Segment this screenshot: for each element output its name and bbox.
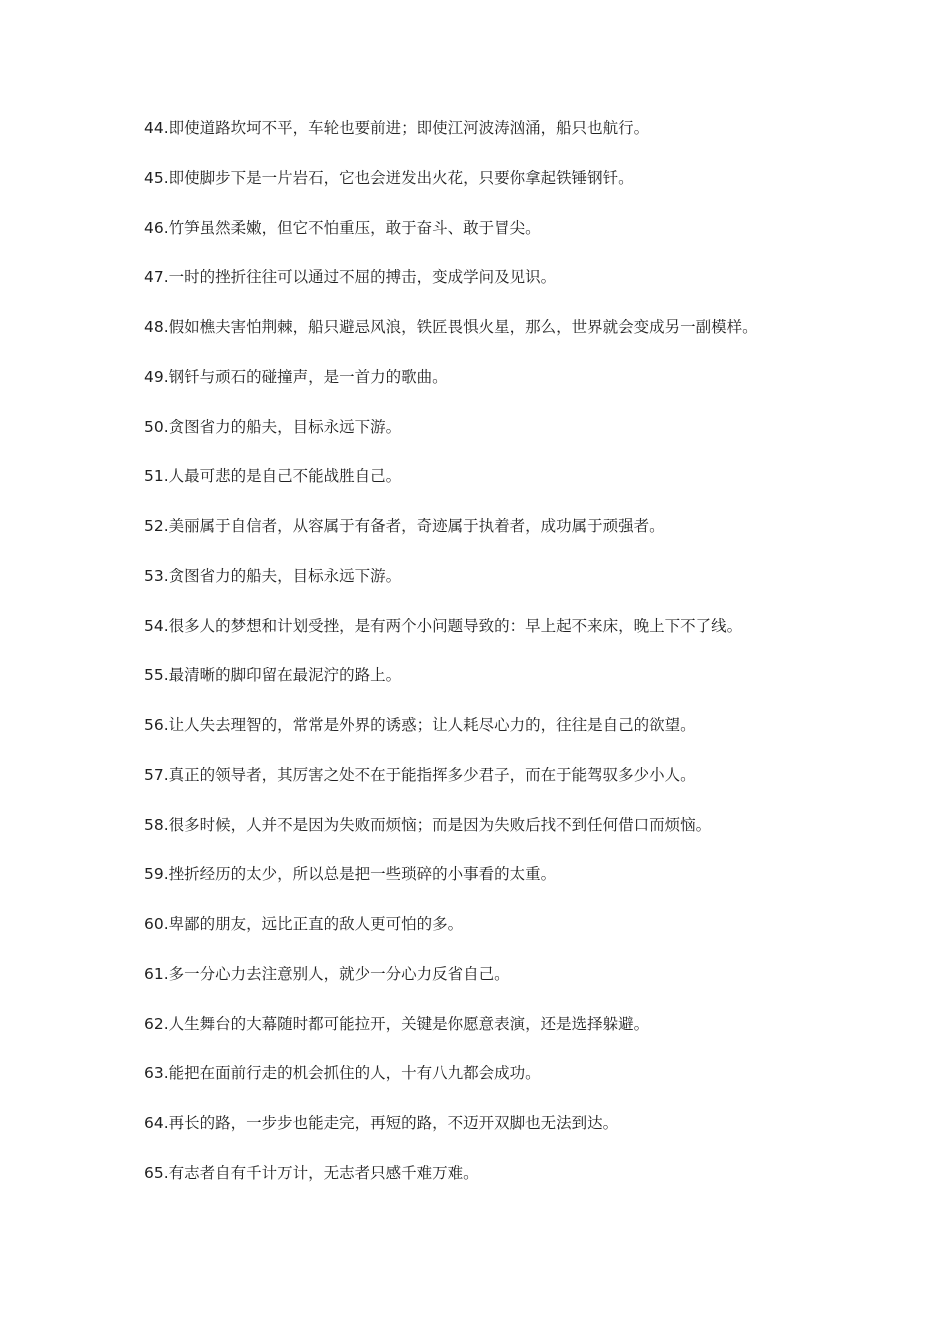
quote-line-49: 49.钢钎与顽石的碰撞声，是一首力的歌曲。 — [144, 367, 448, 386]
quote-line-57: 57.真正的领导者，其厉害之处不在于能指挥多少君子，而在于能驾驭多少小人。 — [144, 765, 696, 784]
quote-line-60: 60.卑鄙的朋友，远比正直的敌人更可怕的多。 — [144, 915, 464, 933]
quote-list — [144, 116, 924, 1211]
quote-line-64: 64.再长的路，一步步也能走完，再短的路，不迈开双脚也无法到达。 — [144, 1114, 619, 1132]
quote-line-45: 45.即使脚步下是一片岩石，它也会迸发出火花，只要你拿起铁锤钢钎。 — [144, 168, 634, 187]
quote-line-46: 46.竹笋虽然柔嫩，但它不怕重压，敢于奋斗、敢于冒尖。 — [144, 218, 541, 237]
quote-line-59: 59.挫折经历的太少，所以总是把一些琐碎的小事看的太重。 — [144, 865, 557, 884]
quote-line-58: 58.很多时候，人并不是因为失败而烦恼；而是因为失败后找不到任何借口而烦恼。 — [144, 815, 712, 834]
quote-line-55: 55.最清晰的脚印留在最泥泞的路上。 — [144, 666, 402, 685]
quote-line-63: 63.能把在面前行走的机会抓住的人，十有八九都会成功。 — [144, 1064, 541, 1083]
quote-line-44: 44.即使道路坎坷不平，车轮也要前进；即使江河波涛汹涌，船只也航行。 — [144, 119, 650, 137]
quote-line-56: 56.让人失去理智的，常常是外界的诱惑；让人耗尽心力的，往往是自己的欲望。 — [144, 716, 696, 734]
quote-line-52: 52.美丽属于自信者，从容属于有备者，奇迹属于执着者，成功属于顽强者。 — [144, 517, 665, 535]
quote-line-65: 65.有志者自有千计万计，无志者只感千难万难。 — [144, 1163, 479, 1182]
quote-line-61: 61.多一分心力去注意别人，就少一分心力反省自己。 — [144, 964, 510, 983]
quote-line-50: 50.贪图省力的船夫，目标永远下游。 — [144, 417, 402, 436]
quote-line-54: 54.很多人的梦想和计划受挫，是有两个小问题导致的：早上起不来床，晚上下不了线。 — [144, 616, 743, 635]
quote-line-47: 47.一时的挫折往往可以通过不屈的搏击，变成学问及见识。 — [144, 268, 557, 287]
quote-line-48: 48.假如樵夫害怕荆棘，船只避忌风浪，铁匠畏惧火星，那么，世界就会变成另一副模样。 — [144, 318, 758, 336]
quote-line-51: 51.人最可悲的是自己不能战胜自己。 — [144, 467, 402, 486]
quote-line-53: 53.贪图省力的船夫，目标永远下游。 — [144, 566, 402, 585]
quote-line-62: 62.人生舞台的大幕随时都可能拉开，关键是你愿意表演，还是选择躲避。 — [144, 1014, 650, 1033]
